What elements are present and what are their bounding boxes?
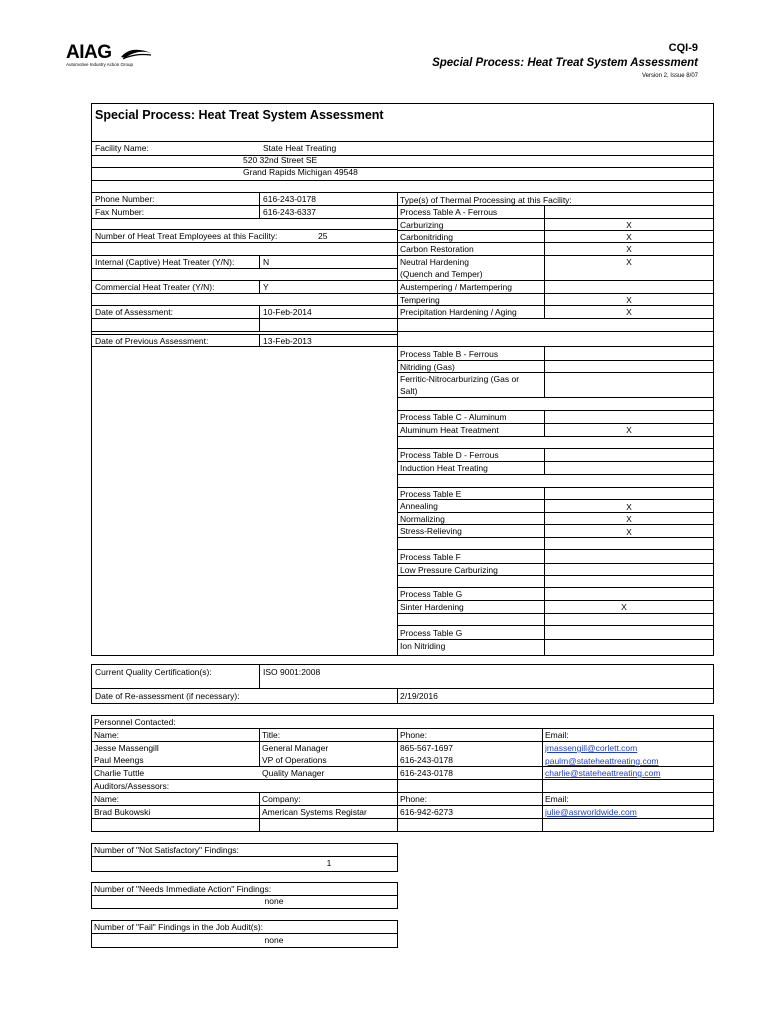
fail-label: Number of "Fail" Findings in the Job Audit(s): <box>94 922 264 932</box>
table-a-row-label: Neutral Hardening <box>400 257 469 267</box>
commercial-value: Y <box>263 282 269 292</box>
col-email: Email: <box>545 730 569 740</box>
table-e-mark1: X <box>626 502 632 512</box>
form-title: Special Process: Heat Treat System Assessment <box>95 108 384 122</box>
auditor-email-link[interactable]: julie@asrworldwide.com <box>545 807 637 817</box>
prev-assessment-value: 13-Feb-2013 <box>263 336 312 346</box>
table-e-mark2: X <box>626 514 632 524</box>
table-a-row-label: Carbonitriding <box>400 232 453 242</box>
fax-label: Fax Number: <box>95 207 145 217</box>
table-g2-title: Process Table G <box>400 628 463 638</box>
table-b-row2a: Ferritic-Nitrocarburizing (Gas or <box>400 374 520 384</box>
reassess-value: 2/19/2016 <box>400 691 438 701</box>
doc-code: CQI-9 <box>668 42 698 54</box>
contact-name: Charlie Tuttle <box>94 768 145 778</box>
contact-name: Jesse Massengill <box>94 743 159 753</box>
contact-phone: 616-243-0178 <box>400 755 453 765</box>
logo-subtitle: Automotive Industry Action Group <box>66 62 134 67</box>
table-a-row-label: (Quench and Temper) <box>400 269 483 279</box>
table-e-row1: Annealing <box>400 501 438 511</box>
logo-text: AIAG <box>66 42 112 63</box>
table-e-mark3: X <box>626 527 632 537</box>
commercial-label: Commercial Heat Treater (Y/N): <box>95 282 215 292</box>
fax-value: 616-243-6337 <box>263 207 316 217</box>
doc-title: Special Process: Heat Treat System Assessment <box>432 57 698 69</box>
contact-title: VP of Operations <box>262 755 327 765</box>
table-c-mark1: X <box>626 425 632 435</box>
col-email: Email: <box>545 794 569 804</box>
table-b-title: Process Table B - Ferrous <box>400 349 499 359</box>
table-a-row-label: Tempering <box>400 295 440 305</box>
table-g-row1: Sinter Hardening <box>400 602 464 612</box>
contact-name: Paul Meengs <box>94 755 144 765</box>
types-label: Type(s) of Thermal Processing at this Facility: <box>400 195 572 205</box>
col-title: Title: <box>262 730 281 740</box>
facility-address1: 520 32nd Street SE <box>243 155 318 165</box>
contact-email-link[interactable]: jmassengill@corlett.com <box>545 743 638 753</box>
col-phone: Phone: <box>400 730 427 740</box>
contact-email-link[interactable]: charlie@stateheattreating.com <box>545 768 661 778</box>
auditor-company: American Systems Registar <box>262 807 367 817</box>
nia-label: Number of "Needs Immediate Action" Findings: <box>94 884 272 894</box>
table-c-title: Process Table C - Aluminum <box>400 412 507 422</box>
prev-assessment-label: Date of Previous Assessment: <box>95 336 209 346</box>
nia-value: none <box>264 896 284 906</box>
auditor-name: Brad Bukowski <box>94 807 151 817</box>
table-a-title: Process Table A - Ferrous <box>400 207 498 217</box>
table-a-row-mark: X <box>626 257 632 267</box>
aiag-logo <box>66 42 133 67</box>
col-name: Name: <box>94 794 120 804</box>
ns-label: Number of "Not Satisfactory" Findings: <box>94 845 239 855</box>
table-a-row-label: Precipitation Hardening / Aging <box>400 307 517 317</box>
auditor-phone: 616-942-6273 <box>400 807 453 817</box>
auditors-heading: Auditors/Assessors: <box>94 781 170 791</box>
facility-label: Facility Name: <box>95 143 149 153</box>
table-c-row1: Aluminum Heat Treatment <box>400 425 499 435</box>
ns-value: 1 <box>326 858 332 868</box>
table-d-row1: Induction Heat Treating <box>400 463 488 473</box>
table-e-row3: Stress-Relieving <box>400 526 462 536</box>
table-a-row-mark: X <box>626 307 632 317</box>
phone-label: Phone Number: <box>95 194 155 204</box>
personnel-heading: Personnel Contacted: <box>94 717 176 727</box>
col-name: Name: <box>94 730 120 740</box>
facility-address2: Grand Rapids Michigan 49548 <box>243 167 358 177</box>
employees-value: 25 <box>318 231 328 241</box>
table-a-row-label: Carbon Restoration <box>400 244 474 254</box>
table-g2-row1: Ion Nitriding <box>400 641 446 651</box>
captive-value: N <box>263 257 270 267</box>
contact-title: Quality Manager <box>262 768 325 778</box>
col-company: Company: <box>262 794 301 804</box>
assessment-date-label: Date of Assessment: <box>95 307 173 317</box>
fail-value: none <box>264 935 284 945</box>
facility-name: State Heat Treating <box>263 143 337 153</box>
table-a-row-mark: X <box>626 244 632 254</box>
table-b-row1: Nitriding (Gas) <box>400 362 455 372</box>
table-a-row-mark: X <box>626 295 632 305</box>
table-g-mark1: X <box>621 602 627 612</box>
table-d-title: Process Table D - Ferrous <box>400 450 499 460</box>
employees-label: Number of Heat Treat Employees at this Facility: <box>95 231 278 241</box>
table-b-row2b: Salt) <box>400 386 418 396</box>
doc-version: Version 2, Issue 8/07 <box>641 73 698 79</box>
contact-title: General Manager <box>262 743 329 753</box>
captive-label: Internal (Captive) Heat Treater (Y/N): <box>95 257 235 267</box>
col-phone: Phone: <box>400 794 427 804</box>
certification-label: Current Quality Certification(s): <box>95 667 212 677</box>
contact-email-link[interactable]: paulm@stateheattreating.com <box>545 756 659 766</box>
table-g-title: Process Table G <box>400 589 463 599</box>
contact-phone: 865-567-1697 <box>400 743 453 753</box>
logo-swoosh-icon <box>119 45 153 61</box>
table-a-row-mark: X <box>626 232 632 242</box>
reassess-label: Date of Re-assessment (if necessary): <box>95 691 240 701</box>
table-f-row1: Low Pressure Carburizing <box>400 565 498 575</box>
table-a-row-label: Carburizing <box>400 220 444 230</box>
table-e-row2: Normalizing <box>400 514 445 524</box>
table-e-title: Process Table E <box>400 489 462 499</box>
table-f-title: Process Table F <box>400 552 461 562</box>
phone-value: 616-243-0178 <box>263 194 316 204</box>
table-a-row-label: Austempering / Martempering <box>400 282 512 292</box>
certification-value: ISO 9001:2008 <box>263 667 321 677</box>
assessment-date-value: 10-Feb-2014 <box>263 307 312 317</box>
table-a-row-mark: X <box>626 220 632 230</box>
contact-phone: 616-243-0178 <box>400 768 453 778</box>
